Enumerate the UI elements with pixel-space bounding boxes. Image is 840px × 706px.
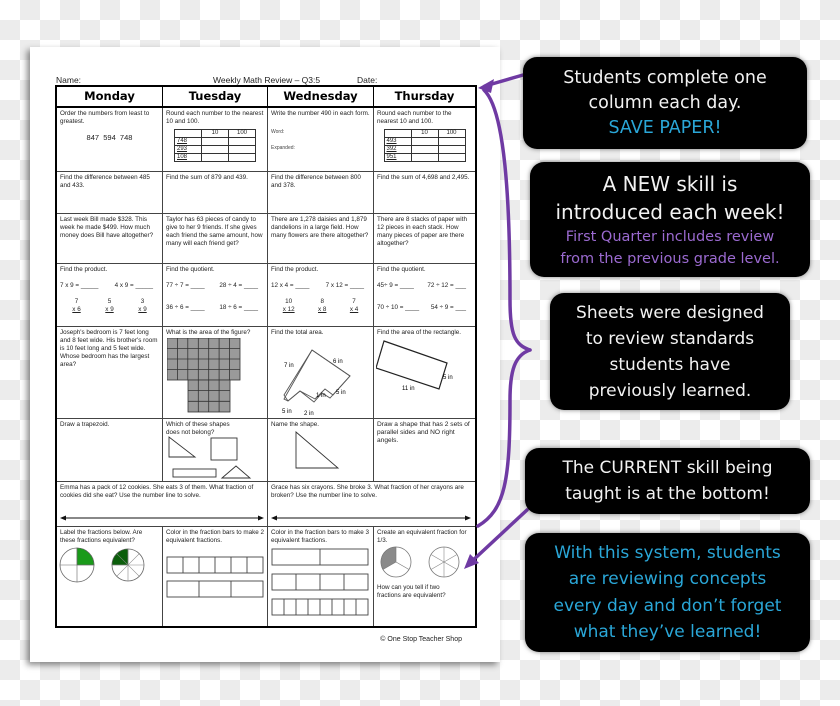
equation-row: [271, 282, 370, 290]
cell-r7-right: [268, 482, 475, 527]
answer-cell[interactable]: [411, 138, 438, 146]
cell-r5-thursday: [374, 327, 475, 419]
multiplier: x 8: [318, 306, 327, 313]
prompt: Create an equivalent fraction for 1/3.: [377, 529, 467, 544]
callout-review-standards: [550, 293, 790, 410]
table-header: 10: [411, 130, 438, 138]
equation: 45÷ 9 = ____: [377, 282, 414, 289]
vertical-problem: [138, 298, 146, 314]
table-cell: 748: [175, 138, 202, 146]
answer-cell[interactable]: [438, 138, 465, 146]
cell-r2-thursday: [374, 172, 475, 214]
dimension-label: 5 in: [282, 409, 292, 415]
multiplier: x 12: [282, 306, 295, 313]
callout-line: column each day.: [588, 92, 742, 113]
equation: 4 x 9 = _____: [114, 282, 153, 289]
cell-r7-left: [57, 482, 268, 527]
callout-accent: from the previous grade level.: [560, 250, 780, 267]
top-number: 3: [140, 298, 145, 305]
area-grid-figure: [167, 338, 247, 416]
table-cell: 951: [384, 154, 411, 162]
prompt: Draw a trapezoid.: [60, 421, 110, 428]
dimension-label: 6 in: [333, 359, 343, 365]
vertical-problem: [318, 298, 326, 314]
table-header: 100: [229, 130, 256, 138]
number-line[interactable]: [60, 513, 264, 523]
table-cell: 392: [384, 146, 411, 154]
worksheet-title: Weekly Math Review – Q3:5: [213, 75, 321, 85]
prompt: There are 1,278 daisies and 1,879 dandelions in a large field. How many flowers are there altogether?: [271, 216, 369, 239]
dimension-label: 11 in: [402, 386, 415, 392]
prompt: What is the area of the figure?: [166, 329, 251, 336]
shapes-figure: [165, 433, 265, 479]
callout-save-paper: [523, 57, 807, 149]
table-cell: 108: [175, 154, 202, 162]
top-number: 7: [74, 298, 79, 305]
fraction-bars[interactable]: [165, 555, 265, 615]
worksheet-grid: [55, 85, 477, 628]
callout-accent: SAVE PAPER!: [608, 117, 722, 138]
equation-row: [166, 304, 264, 312]
cell-r4-thursday: [374, 264, 475, 327]
prompt: Write the number 490 in each form.: [271, 110, 370, 117]
callout-line: introduced each week!: [555, 199, 785, 224]
answer-cell[interactable]: [411, 146, 438, 154]
cell-r2-tuesday: [163, 172, 268, 214]
table-header: [384, 130, 411, 138]
prompt: Emma has a pack of 12 cookies. She eats 3 of them. What fraction of cookies did she eat? Use the number line to solve.: [60, 484, 254, 499]
answer-cell[interactable]: [202, 138, 229, 146]
equation: 70 ÷ 10 = ____: [377, 304, 420, 311]
callout-line: what they’ve learned!: [573, 622, 762, 642]
answer-cell[interactable]: [229, 146, 256, 154]
cell-r4-wednesday: [268, 264, 374, 327]
prompt: Color in the fraction bars to make 3 equivalent fractions.: [271, 529, 369, 544]
rotated-rectangle-figure: [376, 337, 475, 407]
callout-line: The CURRENT skill being: [562, 458, 773, 478]
cell-r1-tuesday: [163, 108, 268, 172]
cell-r6-tuesday: [163, 419, 268, 482]
date-label: Date:: [357, 75, 378, 85]
multiplier: x 4: [349, 306, 359, 313]
cell-r5-tuesday: [163, 327, 268, 419]
prompt: Find the quotient.: [377, 266, 426, 273]
cell-r8-wednesday: [268, 527, 374, 626]
prompt: There are 8 stacks of paper with 12 pieces in each stack. How many pieces of paper are there altogether?: [377, 216, 467, 247]
prompt: Joseph's bedroom is 7 feet long and 8 feet wide. His brother's room is 10 feet long and 5 feet wide. Whose bedroom has the largest area?: [60, 329, 158, 368]
day-header-tuesday: Tuesday: [163, 87, 268, 108]
cell-r5-monday: [57, 327, 163, 419]
prompt: Find the total area.: [271, 329, 324, 336]
word-form-label: Word:: [271, 129, 285, 135]
table-header: 100: [438, 130, 465, 138]
callout-new-skill: [530, 162, 810, 277]
equation-row: [60, 282, 159, 290]
top-number: 10: [285, 298, 293, 305]
equation: 36 ÷ 6 = ____: [166, 304, 205, 311]
right-triangle-figure: [294, 430, 354, 480]
callout-line: students have: [609, 354, 731, 375]
l-shape-figure: [270, 337, 370, 417]
equation: 28 ÷ 4 = ____: [219, 282, 258, 289]
vertical-problems: [60, 298, 159, 314]
cell-r8-monday: [57, 527, 163, 626]
fraction-circles: [376, 545, 475, 585]
vertical-problems: [271, 298, 370, 314]
multiplier: x 6: [72, 306, 81, 313]
vertical-problem: [105, 298, 113, 314]
number-line[interactable]: [271, 513, 471, 523]
cell-r1-monday: [57, 108, 163, 172]
copyright: © One Stop Teacher Shop: [380, 636, 462, 643]
cell-r8-tuesday: [163, 527, 268, 626]
prompt: Find the difference between 800 and 378.: [271, 174, 361, 189]
prompt: Round each number to the nearest 10 and 100.: [377, 110, 452, 125]
equation: 54 ÷ 9 = ___: [430, 304, 466, 311]
prompt: Find the sum of 4,698 and 2,495.: [377, 174, 470, 181]
dimension-label: 1 in: [316, 393, 326, 399]
cell-r3-tuesday: [163, 214, 268, 264]
name-label: Name:: [56, 75, 82, 85]
equation: 18 ÷ 6 = ____: [219, 304, 258, 311]
vertical-problem: [72, 298, 80, 314]
cell-r3-monday: [57, 214, 163, 264]
prompt: Draw a shape that has 2 sets of parallel sides and NO right angels.: [377, 421, 470, 444]
answer-cell[interactable]: [229, 138, 256, 146]
vertical-problem: [283, 298, 295, 314]
prompt: Find the product.: [271, 266, 319, 273]
rounding-table: [384, 129, 466, 162]
cell-r1-wednesday: [268, 108, 374, 172]
prompt: Find the difference between 485 and 433.: [60, 174, 150, 189]
equation-row: [377, 304, 472, 312]
prompt: Taylor has 63 pieces of candy to give to her 9 friends. If she gives each friend the same amount, how many will each friend get?: [166, 216, 263, 247]
callout-line: A NEW skill is: [602, 171, 738, 196]
numbers-to-order: 847 594 748: [86, 133, 133, 142]
callout-accent: First Quarter includes review: [565, 228, 775, 245]
callout-line: Students complete one: [563, 67, 767, 88]
prompt: Round each number to the nearest 10 and 100.: [166, 110, 264, 125]
top-number: 8: [320, 298, 324, 305]
equation: 7 x 12 = ____: [325, 282, 364, 289]
callout-line: every day and don’t forget: [553, 595, 782, 616]
dimension-label: 2 in: [304, 411, 314, 417]
cell-r6-wednesday: [268, 419, 374, 482]
equation: 7 x 9 = _____: [60, 282, 99, 289]
cell-r2-monday: [57, 172, 163, 214]
cell-r5-wednesday: [268, 327, 374, 419]
callout-system-benefit: [525, 533, 810, 652]
callout-current-skill: [525, 448, 810, 514]
prompt: Which of these shapes does not belong?: [166, 421, 230, 436]
equivalence-question: How can you tell if two fractions are equivalent?: [377, 584, 446, 599]
fraction-bars[interactable]: [270, 547, 370, 626]
prompt: Name the shape.: [271, 421, 319, 428]
prompt: Find the quotient.: [166, 266, 215, 273]
equation: 72 ÷ 12 = ___: [427, 282, 466, 289]
prompt: Color in the fraction bars to make 2 equivalent fractions.: [166, 529, 264, 544]
prompt: Find the area of the rectangle.: [377, 329, 462, 336]
cell-r6-monday: [57, 419, 163, 482]
day-header-thursday: Thursday: [374, 87, 475, 108]
answer-cell[interactable]: [202, 146, 229, 154]
callout-line: Sheets were designed: [576, 302, 764, 323]
cell-r3-wednesday: [268, 214, 374, 264]
prompt: Label the fractions below. Are these fractions equivalent?: [60, 529, 143, 544]
multiplier: x 9: [138, 306, 147, 313]
dimension-label: 5 in: [336, 390, 346, 396]
equation: 12 x 4 = ____: [271, 282, 310, 289]
answer-cell[interactable]: [438, 146, 465, 154]
vertical-problem: [350, 298, 358, 314]
table-header: 10: [202, 130, 229, 138]
prompt: Grace has six crayons. She broke 3. What fraction of her crayons are broken? Use the number line to solve.: [271, 484, 464, 499]
answer-cell[interactable]: [411, 154, 438, 162]
prompt: Find the product.: [60, 266, 108, 273]
callout-line: are reviewing concepts: [568, 569, 767, 589]
worksheet-paper: [30, 47, 500, 662]
answer-cell[interactable]: [229, 154, 256, 162]
dimension-label: 7 in: [284, 363, 294, 369]
cell-r8-thursday: [374, 527, 475, 626]
table-header: [175, 130, 202, 138]
callout-line: previously learned.: [588, 380, 752, 401]
multiplier: x 9: [105, 306, 114, 313]
equation: 77 ÷ 7 = ____: [166, 282, 205, 289]
answer-cell[interactable]: [202, 154, 229, 162]
prompt: Order the numbers from least to greatest.: [60, 110, 150, 125]
dimension-label: 5 in: [443, 375, 453, 381]
top-number: 5: [107, 298, 112, 305]
equation-row: [377, 282, 472, 290]
cell-r1-thursday: [374, 108, 475, 172]
prompt: Find the sum of 879 and 439.: [166, 174, 248, 181]
answer-cell[interactable]: [438, 154, 465, 162]
cell-r3-thursday: [374, 214, 475, 264]
cell-r4-monday: [57, 264, 163, 327]
table-cell: 293: [175, 146, 202, 154]
equation-row: [166, 282, 264, 290]
day-header-wednesday: Wednesday: [268, 87, 374, 108]
expanded-form-label: Expanded:: [271, 145, 295, 151]
table-cell: 493: [384, 138, 411, 146]
callout-line: taught is at the bottom!: [565, 484, 770, 504]
cell-r2-wednesday: [268, 172, 374, 214]
prompt: Last week Bill made $328. This week he made $499. How much money does Bill have altogether?: [60, 216, 154, 239]
day-header-monday: Monday: [57, 87, 163, 108]
cell-r4-tuesday: [163, 264, 268, 327]
callout-line: to review standards: [585, 328, 755, 349]
top-number: 7: [352, 298, 356, 305]
rounding-table: [174, 129, 256, 162]
cell-r6-thursday: [374, 419, 475, 482]
fraction-circles: [59, 547, 159, 587]
callout-line: With this system, students: [554, 542, 781, 563]
